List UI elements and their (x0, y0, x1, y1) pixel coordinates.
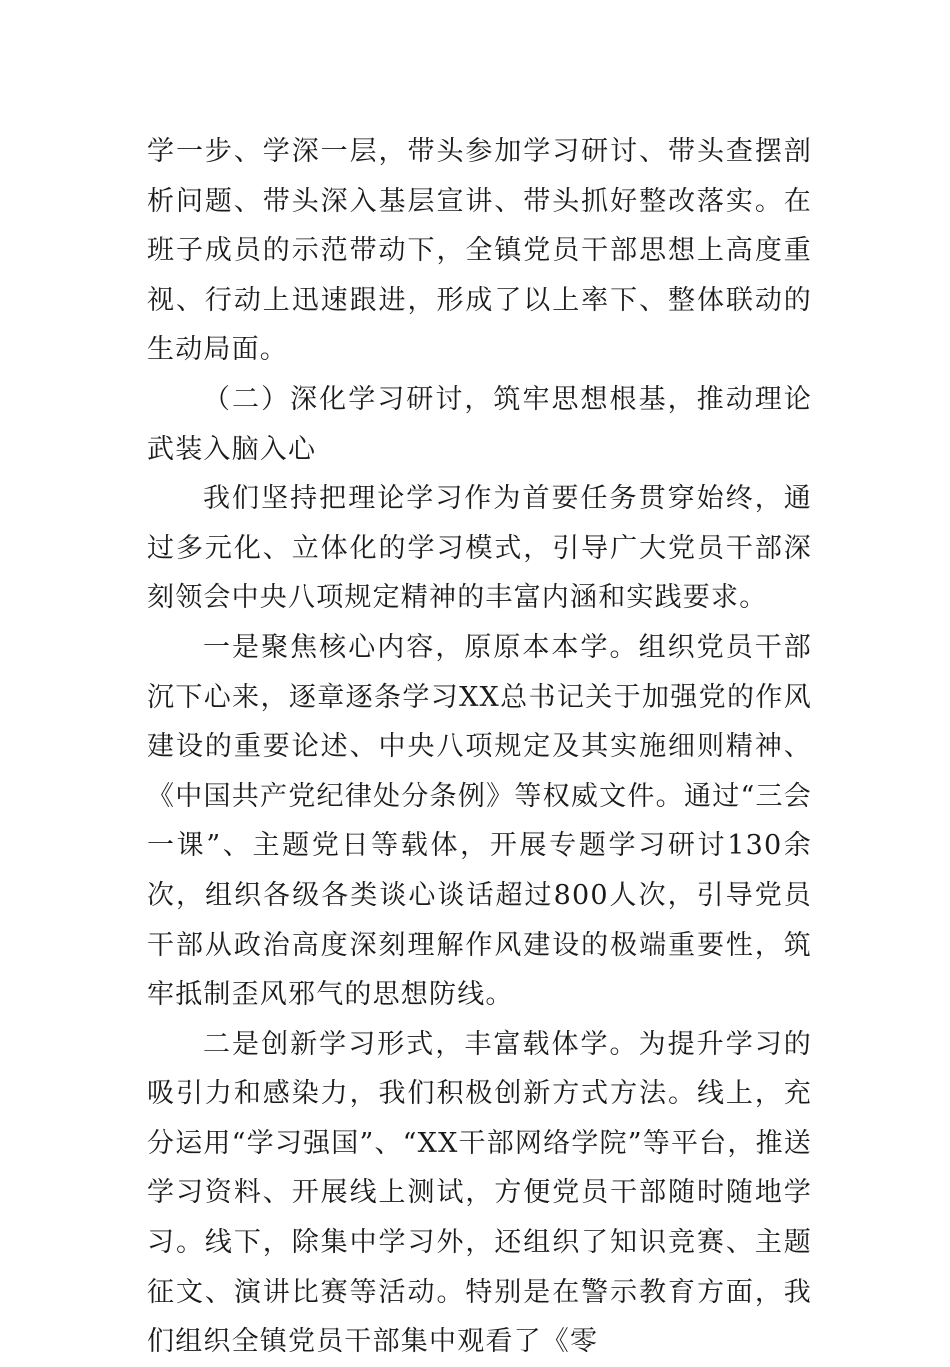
paragraph-core-content: 一是聚焦核心内容，原原本本学。组织党员干部沉下心来，逐章逐条学习XX总书记关于加强党的作风建设的重要论述、中央八项规定及其实施细则精神、《中国共产党纪律处分条例》等权威文件。通过“三会一课”、主题党日等载体，开展专题学习研讨130余次，组织各级各类谈心谈话超过800人次，引导党员干部从政治高度深刻理解作风建设的极端重要性，筑牢抵制歪风邪气的思想防线。 (147, 631, 812, 1011)
paragraph-theory-study: 我们坚持把理论学习作为首要任务贯穿始终，通过多元化、立体化的学习模式，引导广大党员干部深刻领会中央八项规定精神的丰富内涵和实践要求。 (147, 483, 812, 614)
paragraph-innovative-forms: 二是创新学习形式，丰富载体学。为提升学习的吸引力和感染力，我们积极创新方式方法。线上，充分运用“学习强国”、“XX干部网络学院”等平台，推送学习资料、开展线上测试，方便党员干部随时随地学习。线下，除集中学习外，还组织了知识竞赛、主题征文、演讲比赛等活动。特别是在警示教育方面，我们组织全镇党员干部集中观看了《零 (147, 1028, 812, 1358)
document-body (147, 127, 812, 1367)
paragraph-leadership-example: 学一步、学深一层，带头参加学习研讨、带头查摆剖析问题、带头深入基层宣讲、带头抓好整改落实。在班子成员的示范带动下，全镇党员干部思想上高度重视、行动上迅速跟进，形成了以上率下、整体联动的生动局面。 (147, 136, 812, 366)
section-heading-deepen-study: （二）深化学习研讨，筑牢思想根基，推动理论武装入脑入心 (147, 383, 812, 465)
